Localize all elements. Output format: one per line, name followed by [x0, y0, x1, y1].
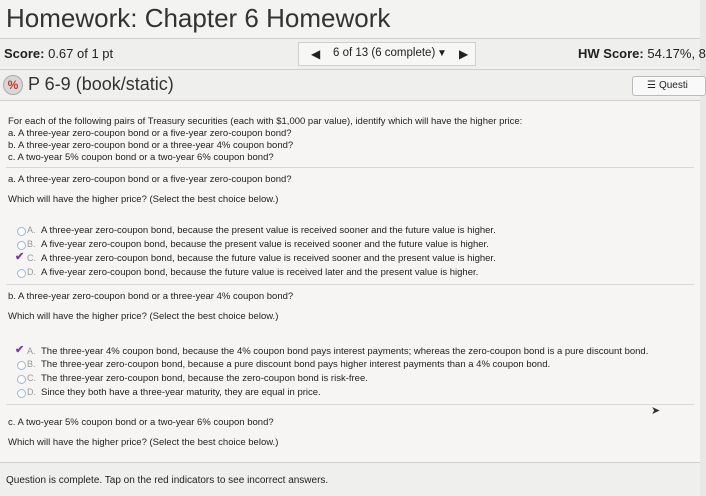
- score-bar: [0, 38, 706, 70]
- next-question-icon[interactable]: ▶: [459, 47, 469, 61]
- part-a-heading: a. A three-year zero-coupon bond or a five-year zero-coupon bond?: [8, 174, 292, 185]
- question-item-a: a. A three-year zero-coupon bond or a five-year zero-coupon bond?: [8, 128, 292, 139]
- title-bar: [0, 0, 700, 38]
- part-c-heading: c. A two-year 5% coupon bond or a two-year 6% coupon bond?: [8, 417, 274, 428]
- part-a-prompt: Which will have the higher price? (Select the best choice below.): [8, 194, 279, 205]
- mouse-cursor-icon: ➤: [651, 405, 661, 417]
- hw-score-label: HW Score:: [578, 46, 644, 61]
- completion-status: Question is complete. Tap on the red indicators to see incorrect answers.: [6, 475, 329, 486]
- problem-title: P 6-9 (book/static): [28, 74, 174, 94]
- checkmark-icon: ✔: [15, 344, 25, 356]
- radio-button[interactable]: [17, 269, 26, 278]
- radio-button[interactable]: [17, 375, 26, 384]
- radio-button[interactable]: [17, 361, 26, 370]
- partial-credit-icon: %: [3, 75, 23, 95]
- question-content: For each of the following pairs of Treasury securities (each with $1,000 par value), identify which will have the higher price: a. A three-year zero-coupon bond or a five-year zero-coupon bond? b. A three-year zero-coupon bond or a three-year 4% coupon bond? c. A two-year 5% coupon bond or a two-year 6% coupon bond? a. A three-year zero-coupon bond or a five-year zero-coupon bond? Which will have the higher price? (Select the best choice below.) A. A three-year zero-coupon bond, because the present value is received sooner and the future value is higher. B. A five-year zero-coupon bond, because the present value is received sooner and the future value is higher. ✔ C. A three-year zero-coupon bond, because the future value is received sooner and the present value is higher. D. A five-year zero-coupon bond, because the future value is received later and the present value is higher. b. A three-year zero-coupon bond or a three-year 4% coupon bond? Which will have the higher price? (Select the best choice below.) ✔ A. The three-year 4% coupon bond, because the 4% coupon bond pays interest payments; whereas the zero-coupon bond is a pure discount bond. B. The three-year zero-coupon bond, because a pure discount bond pays higher interest payments than a 4% coupon bond. C. The three-year zero-coupon bond, because the zero-coupon bond is risk-free. D. Since they both have a three-year maturity, they are equal in price. c. A two-year 5% coupon bond or a two-year 6% coupon bond? Which will have the higher price? (Select the best choice below.) ➤: [0, 101, 700, 495]
- hw-score-value: 54.17%, 8: [647, 46, 706, 61]
- dropdown-caret-icon[interactable]: ▼: [437, 48, 447, 59]
- radio-button[interactable]: [17, 389, 26, 398]
- divider: [6, 404, 694, 405]
- list-icon: ☰: [647, 80, 656, 91]
- score-value: 0.67 of 1 pt: [48, 46, 114, 61]
- question-navigator: [298, 42, 476, 66]
- question-item-b: b. A three-year zero-coupon bond or a three-year 4% coupon bond?: [8, 140, 294, 151]
- hw-score: [578, 46, 706, 61]
- footer-bar: [0, 462, 700, 496]
- divider: [6, 284, 694, 285]
- part-c-prompt: Which will have the higher price? (Select the best choice below.): [8, 437, 279, 448]
- part-b-heading: b. A three-year zero-coupon bond or a three-year 4% coupon bond?: [8, 291, 294, 302]
- question-item-c: c. A two-year 5% coupon bond or a two-year 6% coupon bond?: [8, 152, 274, 163]
- score-label: Score:: [4, 46, 45, 61]
- score: [4, 46, 113, 61]
- question-progress[interactable]: 6 of 13 (6 complete): [333, 47, 436, 59]
- question-intro: For each of the following pairs of Treasury securities (each with $1,000 par value), identify which will have the higher price:: [8, 116, 523, 127]
- radio-button[interactable]: [17, 227, 26, 236]
- problem-bar: [0, 70, 700, 101]
- previous-question-icon[interactable]: ◀: [311, 47, 321, 61]
- part-b-prompt: Which will have the higher price? (Select the best choice below.): [8, 311, 279, 322]
- divider: [6, 167, 694, 168]
- question-help-button[interactable]: [632, 76, 706, 96]
- question-help-label: Questi: [658, 80, 688, 91]
- radio-button[interactable]: [17, 241, 26, 250]
- checkmark-icon: ✔: [15, 251, 25, 263]
- page-title: Homework: Chapter 6 Homework: [6, 3, 391, 33]
